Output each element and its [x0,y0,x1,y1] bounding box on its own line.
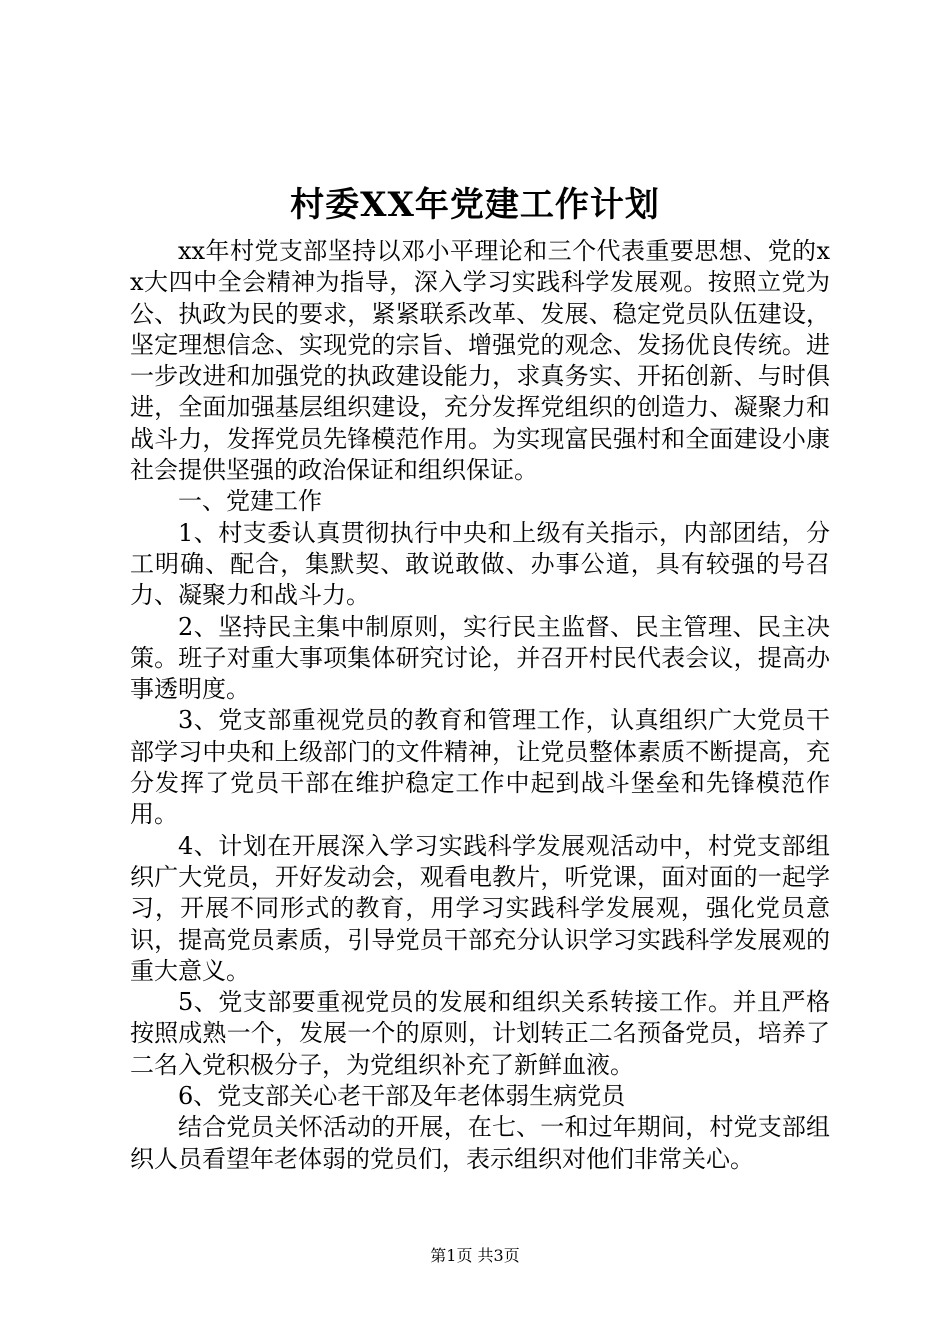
item-paragraph-4: 4、计划在开展深入学习实践科学发展观活动中，村党支部组织广大党员，开好发动会，观看电教片，听党课，面对面的一起学习，开展不同形式的教育，用学习实践科学发展观，强化党员意识，提高党员素质，引导党员干部充分认识学习实践科学发展观的重大意义。 [130,831,830,985]
intro-paragraph: xx年村党支部坚持以邓小平理论和三个代表重要思想、党的xx大四中全会精神为指导，深入学习实践科学发展观。按照立党为公、执政为民的要求，紧紧联系改革、发展、稳定党员队伍建设，坚定理想信念、实现党的宗旨、增强党的观念、发扬优良传统。进一步改进和加强党的执政建设能力，求真务实、开拓创新、与时俱进，全面加强基层组织建设，充分发挥党组织的创造力、凝聚力和战斗力，发挥党员先锋模范作用。为实现富民强村和全面建设小康社会提供坚强的政治保证和组织保证。 [130,237,830,485]
item-paragraph-3: 3、党支部重视党员的教育和管理工作，认真组织广大党员干部学习中央和上级部门的文件精神，让党员整体素质不断提高，充分发挥了党员干部在维护稳定工作中起到战斗堡垒和先锋模范作用。 [130,706,830,829]
section-heading: 一、党建工作 [178,487,322,516]
document-body [130,236,830,1175]
item-paragraph-5: 5、党支部要重视党员的发展和组织关系转接工作。并且严格按照成熟一个，发展一个的原则，计划转正二名预备党员，培养了二名入党积极分子，为党组织补充了新鲜血液。 [130,988,830,1079]
item-paragraph-1: 1、村支委认真贯彻执行中央和上级有关指示，内部团结，分工明确、配合，集默契、敢说敢做、办事公道，具有较强的号召力、凝聚力和战斗力。 [130,518,830,610]
item-paragraph-6-detail: 结合党员关怀活动的开展，在七、一和过年期间，村党支部组织人员看望年老体弱的党员们，表示组织对他们非常关心。 [130,1113,830,1173]
document-title: 村委XX年党建工作计划 [290,185,660,225]
item-paragraph-6: 6、党支部关心老干部及年老体弱生病党员 [178,1082,626,1111]
page-footer: 第1页 共3页 [430,1246,520,1265]
item-paragraph-2: 2、坚持民主集中制原则，实行民主监督、民主管理、民主决策。班子对重大事项集体研究讨论，并召开村民代表会议，提高办事透明度。 [130,612,830,704]
